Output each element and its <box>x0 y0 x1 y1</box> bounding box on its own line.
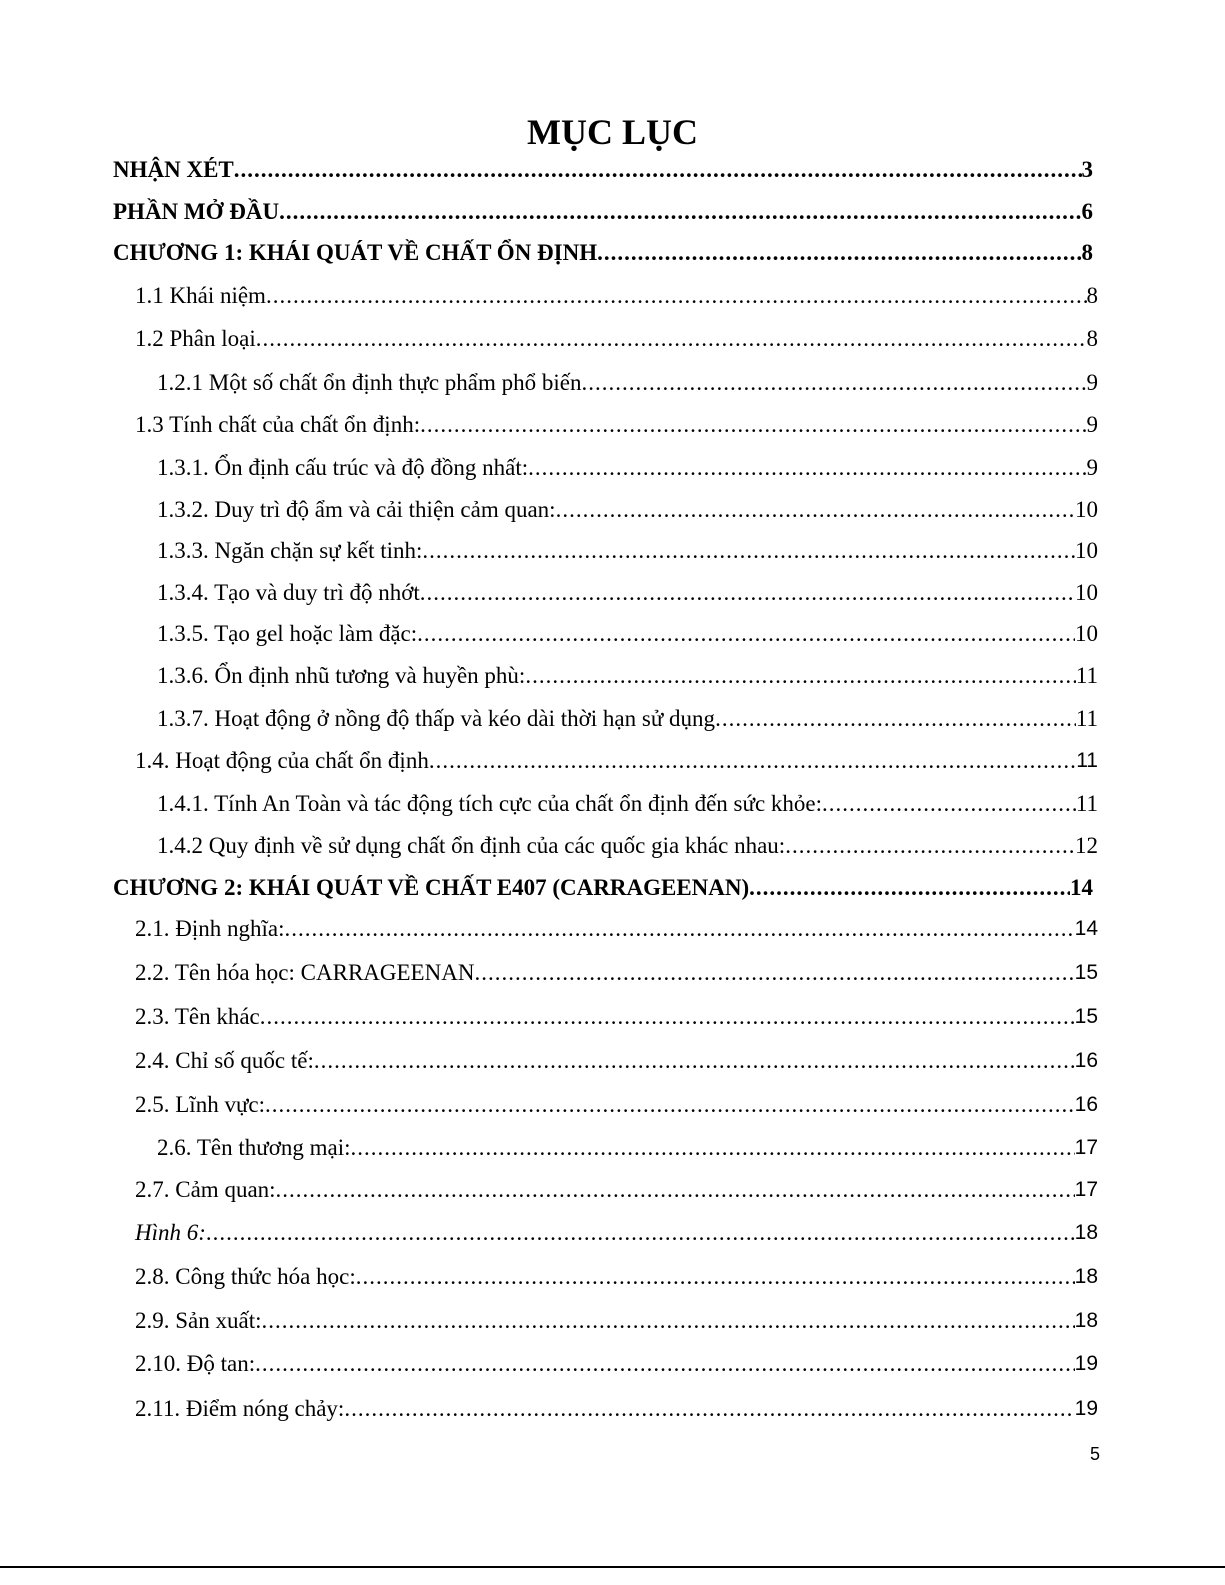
toc-leader <box>234 155 1082 185</box>
toc-entry-label: NHẬN XÉT <box>113 157 234 182</box>
toc-entry[interactable] <box>113 234 1093 268</box>
toc-entry[interactable] <box>157 700 1098 734</box>
toc-leader <box>420 410 1086 440</box>
toc-entry[interactable] <box>157 1129 1098 1163</box>
toc-page-number: 15 <box>1074 1005 1098 1028</box>
toc-page-number: 18 <box>1074 1309 1098 1332</box>
toc-page-number: 17 <box>1074 1178 1098 1201</box>
toc-page-number: 14 <box>1074 917 1098 940</box>
toc-leader <box>314 1046 1075 1076</box>
toc-page-number: 17 <box>1074 1136 1098 1159</box>
toc-entry-label: 2.4. Chỉ số quốc tế: <box>135 1048 314 1073</box>
toc-page-number: 10 <box>1075 538 1098 563</box>
toc-page-number: 10 <box>1075 621 1098 646</box>
toc-leader <box>279 197 1081 227</box>
toc-entry-label: Hình 6: <box>135 1220 206 1245</box>
toc-leader <box>525 661 1076 691</box>
toc-leader <box>276 1175 1075 1205</box>
toc-leader <box>351 1133 1075 1163</box>
toc-entry-label: 1.1 Khái niệm <box>135 283 266 308</box>
toc-leader <box>749 873 1070 903</box>
toc-page-number: 14 <box>1070 875 1093 900</box>
toc-entry-label: 1.3.2. Duy trì độ ẩm và cải thiện cảm quan: <box>157 497 556 522</box>
toc-page-number: 12 <box>1075 833 1098 858</box>
toc-entry[interactable] <box>135 277 1098 311</box>
page-number: 5 <box>1089 1444 1100 1464</box>
toc-entry-label: 1.3.5. Tạo gel hoặc làm đặc: <box>157 621 418 646</box>
toc-page-number: 16 <box>1074 1093 1098 1116</box>
toc-entry[interactable] <box>135 406 1098 440</box>
toc-entry[interactable] <box>157 532 1098 566</box>
toc-entry-label: 2.3. Tên khác <box>135 1004 260 1029</box>
toc-entry[interactable] <box>135 1345 1098 1379</box>
toc-entry-label: 1.4. Hoạt động của chất ổn định <box>135 748 429 773</box>
toc-leader <box>262 1306 1075 1336</box>
toc-page-number: 9 <box>1086 412 1098 437</box>
toc-leader <box>206 1218 1075 1248</box>
toc-leader <box>265 1090 1075 1120</box>
toc-entry-label: 1.3.1. Ổn định cấu trúc và độ đồng nhất: <box>157 455 529 480</box>
toc-entry-label: CHƯƠNG 1: KHÁI QUÁT VỀ CHẤT ỔN ĐỊNH <box>113 240 598 265</box>
toc-entry[interactable] <box>157 491 1098 525</box>
toc-entry-label: 1.4.2 Quy định về sử dụng chất ổn định của các quốc gia khác nhau: <box>157 833 786 858</box>
toc-leader <box>715 704 1076 734</box>
toc-page-number: 3 <box>1081 157 1093 182</box>
toc-entry-label: CHƯƠNG 2: KHÁI QUÁT VỀ CHẤT E407 (CARRAGEENAN) <box>113 875 750 900</box>
toc-entry-label: 1.3.7. Hoạt động ở nồng độ thấp và kéo dài thời hạn sử dụng <box>157 706 716 731</box>
toc-leader <box>356 1262 1075 1292</box>
toc-page-number: 9 <box>1086 370 1098 395</box>
toc-entry[interactable] <box>157 827 1098 861</box>
toc-entry[interactable] <box>113 151 1093 185</box>
toc-leader <box>822 789 1076 819</box>
toc-page-number: 6 <box>1081 199 1093 224</box>
toc-entry-label: 2.5. Lĩnh vực: <box>135 1092 266 1117</box>
toc-entry-label: 2.1. Định nghĩa: <box>135 916 285 941</box>
toc-page-number: 11 <box>1075 791 1098 816</box>
toc-entry-label: 2.10. Độ tan: <box>135 1351 256 1376</box>
toc-page-number: 18 <box>1074 1221 1098 1244</box>
toc-entry-label: 2.11. Điểm nóng chảy: <box>135 1396 345 1421</box>
toc-leader <box>429 746 1076 776</box>
toc-entry[interactable] <box>157 364 1098 398</box>
toc-entry-label: 2.6. Tên thương mại: <box>157 1135 351 1160</box>
page-title: MỤC LỤC <box>527 112 698 152</box>
toc-entry[interactable] <box>135 1171 1098 1205</box>
toc-leader <box>260 1002 1075 1032</box>
toc-page-number: 15 <box>1074 961 1098 984</box>
toc-entry-label: 2.2. Tên hóa học: CARRAGEENAN <box>135 960 475 985</box>
bottom-divider <box>0 1566 1225 1568</box>
toc-entry[interactable] <box>157 657 1098 691</box>
toc-entry[interactable] <box>157 574 1098 608</box>
toc-entry[interactable] <box>135 1214 1098 1248</box>
toc-entry-label: 1.2.1 Một số chất ổn định thực phẩm phổ biến <box>157 370 582 395</box>
toc-entry[interactable] <box>157 615 1098 649</box>
toc-leader <box>344 1394 1074 1424</box>
toc-page-number: 8 <box>1081 240 1093 265</box>
toc-entry-label: 1.3.6. Ổn định nhũ tương và huyền phù: <box>157 663 526 688</box>
toc-leader <box>266 281 1087 311</box>
toc-page-number: 9 <box>1086 455 1098 480</box>
toc-entry[interactable] <box>135 998 1098 1032</box>
toc-entry[interactable] <box>135 320 1098 354</box>
toc-entry-label: 2.7. Cảm quan: <box>135 1177 276 1202</box>
toc-entry[interactable] <box>135 1086 1098 1120</box>
toc-leader <box>528 453 1086 483</box>
toc-entry[interactable] <box>135 1302 1098 1336</box>
toc-leader <box>597 238 1081 268</box>
toc-entry-label: PHẦN MỞ ĐẦU <box>113 199 280 224</box>
toc-entry[interactable] <box>113 193 1093 227</box>
toc-entry[interactable] <box>135 1390 1098 1424</box>
toc-page-number: 18 <box>1074 1265 1098 1288</box>
toc-leader <box>556 495 1075 525</box>
toc-page-number: 11 <box>1075 663 1098 688</box>
toc-leader <box>785 831 1075 861</box>
toc-leader <box>422 536 1075 566</box>
toc-entry-label: 1.3.4. Tạo và duy trì độ nhớt <box>157 580 420 605</box>
toc-entry[interactable] <box>113 869 1093 903</box>
toc-entry-label: 1.3.3. Ngăn chặn sự kết tinh: <box>157 538 423 563</box>
toc-leader <box>255 1349 1075 1379</box>
toc-page-number: 19 <box>1074 1397 1098 1420</box>
toc-entry-label: 2.8. Công thức hóa học: <box>135 1264 356 1289</box>
toc-page-number: 10 <box>1075 497 1098 522</box>
toc-entry[interactable] <box>135 1258 1098 1292</box>
toc-entry-label: 1.3 Tính chất của chất ổn định: <box>135 412 421 437</box>
toc-leader <box>474 958 1074 988</box>
toc-entry-label: 1.2 Phân loại <box>135 326 256 351</box>
toc-entry[interactable] <box>135 742 1098 776</box>
toc-page-number: 11 <box>1075 706 1098 731</box>
toc-page-number: 16 <box>1074 1049 1098 1072</box>
toc-leader <box>582 368 1087 398</box>
toc-page-number: 8 <box>1086 326 1098 351</box>
toc-leader <box>420 578 1075 608</box>
toc-page-number: 8 <box>1086 283 1098 308</box>
toc-leader <box>285 914 1075 944</box>
toc-entry[interactable] <box>157 449 1098 483</box>
toc-entry[interactable] <box>135 910 1098 944</box>
toc-leader <box>417 619 1075 649</box>
toc-leader <box>256 324 1087 354</box>
toc-entry[interactable] <box>135 1042 1098 1076</box>
toc-page-number: 10 <box>1075 580 1098 605</box>
toc-entry-label: 1.4.1. Tính An Toàn và tác động tích cực của chất ổn định đến sức khỏe: <box>157 791 823 816</box>
toc-entry[interactable] <box>157 785 1098 819</box>
toc-entry[interactable] <box>135 954 1098 988</box>
toc-entry-label: 2.9. Sản xuất: <box>135 1308 262 1333</box>
toc-page-number: 11 <box>1076 749 1098 772</box>
toc-page-number: 19 <box>1074 1352 1098 1375</box>
